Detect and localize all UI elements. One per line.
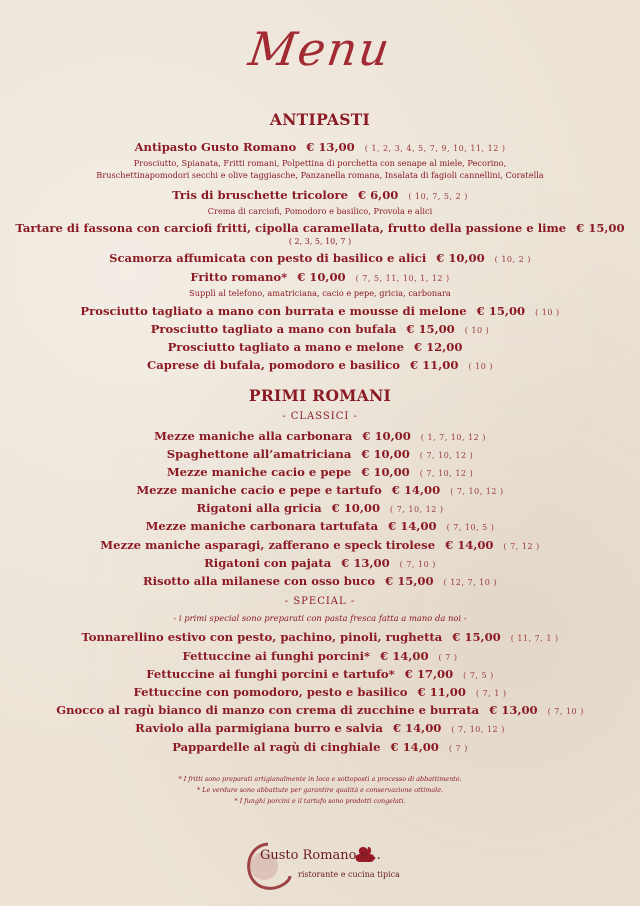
menu-item [0, 574, 640, 588]
item-price: € 15,00 [406, 322, 455, 336]
menu-title: Menu [245, 22, 395, 76]
menu-item [0, 429, 640, 443]
item-allergens: ( 7, 10, 5 ) [446, 523, 495, 532]
menu-item [0, 501, 640, 515]
item-name: Mezze maniche cacio e pepe e tartufo [136, 483, 382, 497]
special-label: - SPECIAL - [284, 596, 356, 607]
item-name: Gnocco al ragù bianco di manzo con crema di zucchine e burrata [56, 703, 480, 717]
item-description: Supplì al telefono, amatriciana, cacio e pepe, gricia, carbonara [189, 288, 451, 298]
footnote: * I funghi porcini e il tartufo sono prodotti congelati. [234, 797, 406, 805]
item-price: € 14,00 [392, 721, 442, 735]
item-price: € 10,00 [361, 465, 410, 479]
menu-item [0, 188, 640, 202]
item-name: Risotto alla milanese con osso buco [143, 574, 376, 588]
menu-item [0, 447, 640, 461]
item-allergens: ( 7, 10, 12 ) [451, 725, 505, 734]
item-allergens: ( 7 ) [438, 653, 458, 662]
menu-item [0, 483, 640, 497]
menu-item [0, 538, 640, 552]
item-allergens: ( 7, 5 ) [463, 671, 494, 680]
item-name: Prosciutto tagliato a mano con burrata e mousse di melone [80, 304, 467, 318]
item-allergens: ( 7, 5, 11, 10, 1, 12 ) [355, 274, 450, 283]
menu-item [0, 270, 640, 284]
item-allergens: ( 1, 7, 10, 12 ) [420, 433, 486, 442]
section-antipasti: ANTIPASTI [269, 110, 371, 129]
item-allergens: ( 10, 2 ) [494, 255, 531, 264]
special-note: - i primi special sono preparati con pasta fresca fatta a mano da noi - [173, 613, 467, 623]
menu-item [0, 630, 640, 644]
item-price: € 14,00 [388, 519, 437, 533]
item-name: Tartare di fassona con carciofi fritti, cipolla caramellata, frutto della passione e lime [15, 221, 567, 235]
item-allergens: ( 7, 10, 12 ) [390, 505, 444, 514]
item-name: Fritto romano* [190, 270, 288, 284]
item-allergens: ( 10 ) [464, 326, 490, 335]
item-name: Caprese di bufala, pomodoro e basilico [147, 358, 401, 372]
menu-item [0, 465, 640, 479]
item-name: Mezze maniche alla carbonara [154, 429, 353, 443]
item-name: Mezze maniche carbonara tartufata [145, 519, 379, 533]
item-price: € 15,00 [476, 304, 526, 318]
item-allergens: ( 7, 10, 12 ) [419, 451, 474, 460]
logo-tagline: ristorante e cucina tipica [298, 870, 400, 879]
item-price: € 14,00 [380, 649, 429, 663]
item-name: Fettuccine ai funghi porcini e tartufo* [146, 667, 395, 681]
item-name: Tonnarellino estivo con pesto, pachino, pinoli, rughetta [81, 630, 443, 644]
menu-item [0, 519, 640, 533]
menu-item [0, 649, 640, 663]
menu-item [0, 703, 640, 717]
item-allergens: ( 12, 7, 10 ) [443, 578, 497, 587]
item-allergens: ( 7, 10 ) [547, 707, 584, 716]
item-allergens: ( 7, 12 ) [503, 542, 540, 551]
menu-item [0, 251, 640, 265]
item-allergens: ( 7, 10, 12 ) [419, 469, 474, 478]
item-allergens: ( 10, 7, 5, 2 ) [408, 192, 468, 201]
menu-item [0, 304, 640, 318]
item-price: € 10,00 [331, 501, 381, 515]
item-name: Spaghettone all’amatriciana [166, 447, 352, 461]
item-allergens: ( 11, 7, 1 ) [510, 634, 559, 643]
menu-item [0, 358, 640, 372]
item-name: Scamorza affumicata con pesto di basilico e alici [109, 251, 427, 265]
logo-name: Gusto Romano e... [260, 848, 381, 863]
menu-item [0, 140, 640, 154]
item-price: € 11,00 [410, 358, 459, 372]
item-allergens: ( 2, 3, 5, 10, 7 ) [288, 237, 352, 246]
item-name: Prosciutto tagliato a mano e melone [167, 340, 404, 354]
menu-item [0, 340, 640, 354]
item-name: Antipasto Gusto Romano [134, 140, 297, 154]
item-price: € 14,00 [390, 740, 439, 754]
item-price: € 6,00 [357, 188, 399, 202]
item-price: € 12,00 [413, 340, 463, 354]
item-name: Pappardelle al ragù di cinghiale [172, 740, 381, 754]
item-name: Prosciutto tagliato a mano con bufala [150, 322, 397, 336]
item-price: € 10,00 [361, 447, 410, 461]
menu-item [0, 685, 640, 699]
item-price: € 10,00 [436, 251, 485, 265]
menu-item [0, 322, 640, 336]
menu-item [0, 740, 640, 754]
classici-label: - CLASSICI - [282, 411, 358, 422]
item-name: Rigatoni alla gricia [196, 501, 322, 515]
footnote: * Le verdure sono abbattute per garantire qualità e conservazione ottimale. [196, 786, 444, 794]
restaurant-logo [238, 836, 408, 896]
item-name: Tris di bruschette tricolore [172, 188, 348, 202]
item-name: Fettuccine con pomodoro, pesto e basilico [133, 685, 408, 699]
item-allergens: ( 7, 10, 12 ) [450, 487, 504, 496]
item-price: € 13,00 [341, 556, 390, 570]
logo-graphic-icon [238, 836, 408, 896]
item-allergens: ( 10 ) [468, 362, 493, 371]
item-price: € 13,00 [306, 140, 355, 154]
item-name: Mezze maniche cacio e pepe [166, 465, 352, 479]
item-description: Prosciutto, Spianata, Fritti romani, Polpettina di porchetta con senape al miele, Pecorino, [133, 158, 507, 168]
item-description: Bruschettinapomodori secchi e olive taggiasche, Panzanella romana, Insalata di fagioli cannellini, Coratella [96, 170, 544, 180]
menu-item [0, 556, 640, 570]
item-price: € 10,00 [362, 429, 411, 443]
menu-item [0, 221, 640, 235]
item-name: Fettuccine ai funghi porcini* [182, 649, 371, 663]
item-price: € 13,00 [489, 703, 538, 717]
item-price: € 17,00 [404, 667, 454, 681]
item-price: € 14,00 [445, 538, 494, 552]
item-allergens: ( 10 ) [535, 308, 560, 317]
section-primi: PRIMI ROMANI [248, 386, 392, 405]
item-name: Raviolo alla parmigiana burro e salvia [135, 721, 383, 735]
item-price: € 11,00 [417, 685, 466, 699]
item-price: € 15,00 [385, 574, 434, 588]
menu-item [0, 667, 640, 681]
item-allergens: ( 7, 1 ) [475, 689, 507, 698]
item-name: Rigatoni con pajata [204, 556, 332, 570]
item-allergens: ( 7 ) [448, 744, 468, 753]
menu-item [0, 721, 640, 735]
item-description: Crema di carciofi, Pomodoro e basilico, Provola e alici [207, 206, 433, 216]
item-price: € 10,00 [297, 270, 346, 284]
item-price: € 14,00 [391, 483, 441, 497]
item-price: € 15,00 [452, 630, 501, 644]
item-allergens: ( 7, 10 ) [399, 560, 436, 569]
item-price: € 15,00 [576, 221, 625, 235]
item-allergens: ( 1, 2, 3, 4, 5, 7, 9, 10, 11, 12 ) [364, 144, 506, 153]
item-name: Mezze maniche asparagi, zafferano e speck tirolese [100, 538, 436, 552]
footnote: * I fritti sono preparati artigianalmente in loco e sottoposti a processo di abbattimento. [178, 775, 462, 783]
